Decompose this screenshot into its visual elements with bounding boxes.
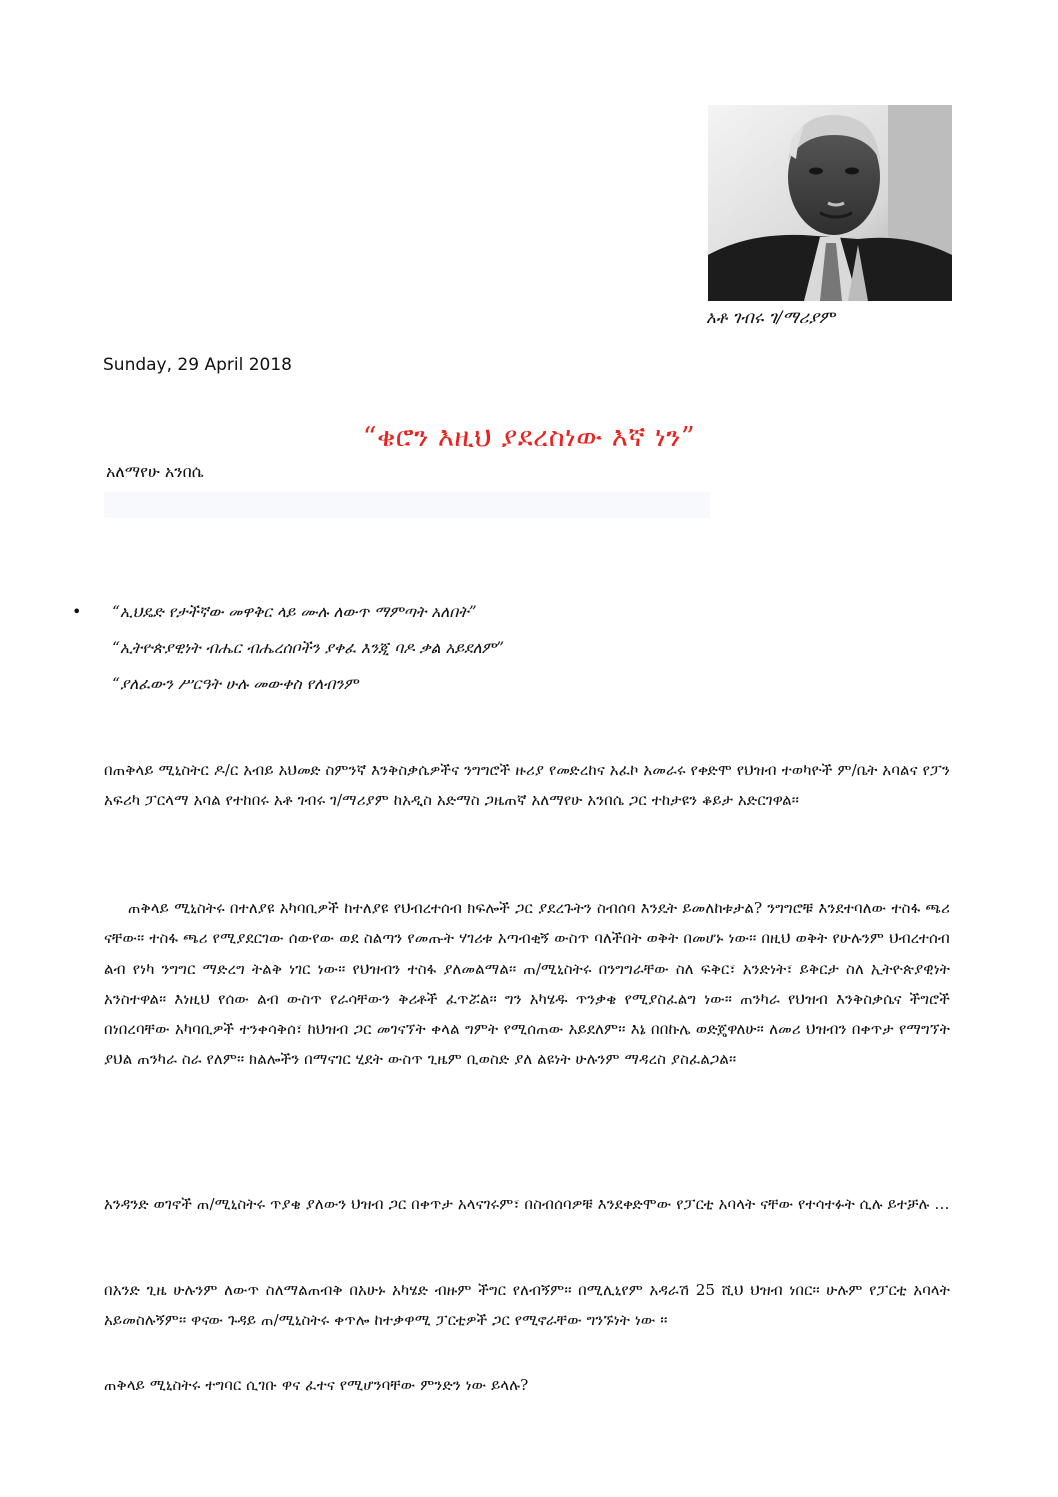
highlight-text: “ኢህዴድ የታችኛው መዋቅር ላይ ሙሉ ለውጥ ማምጣት አለበት” xyxy=(112,603,477,621)
photo-caption: አቶ ገብሩ ገ/ማሪያም xyxy=(706,308,835,328)
article-headline: “ቄሮን እዚህ ያደረስነው እኛ ነን” xyxy=(362,422,696,453)
portrait-photo-icon xyxy=(708,105,952,301)
article-paragraph: ጠቅላይ ሚኒስትሩ በተለያዩ አካባቢዎች ከተለያዩ የህብረተሰብ ክፍሎች ጋር ያደረጉትን ስብሰባ እንዴት ይመለከቱታል? ንግግሮቹ እንደተባለው ተስፋ ጫሪ ናቸው፡፡ ተስፋ ጫሪ የሚያደርገው ሰውየው ወደ ስልጣን የመጡት ሃገሪቱ አጣብቂኝ ውስጥ ባለችበት ወቅት በመሆኑ ነው፡፡ በዚህ ወቅት የሁሉንም ህብረተሰብ ልብ የነካ ንግግር ማድረግ ትልቅ ነገር ነው፡፡ የህዝብን ተስፋ ያለመልማል፡፡ ጠ/ሚኒስትሩ በንግግራቸው ስለ ፍቅር፣ አንድነት፣ ይቅርታ ስለ ኢትዮጵያዊነት አንስተዋል፡፡ እነዚህ የሰው ልብ ውስጥ የራሳቸውን ቅሪቶች ፈጥሯል፡፡ ግን አካሄዱ ጥንቃቄ የሚያስፈልግ ነው፡፡ ጠንካራ የህዝብ እንቅስቃሴና ችግሮች በነበረባቸው አካባቢዎች ተንቀሳቅሰ፣ ከህዝብ ጋር መገናኘት ቀላል ግምት የሚሰጠው አይደለም፡፡ እኔ በበኩሌ ወድጄዋለሁ፡፡ ለመሪ ህዝብን በቀጥታ የማግኘት ያህል ጠንካራ ስራ የለም፡፡ ክልሎችን በማናገር ሂደት ውስጥ ጊዜም ቢወስድ ያለ ልዩነት ሁሉንም ማዳረስ ያስፈልጋል፡፡ xyxy=(104,899,950,1069)
highlights-list xyxy=(72,594,505,702)
portrait-photo xyxy=(708,105,952,301)
highlight-item xyxy=(72,594,504,630)
highlight-text: “ያለፈውን ሥርዓት ሁሉ መውቀስ የለብንም xyxy=(112,675,359,693)
article-paragraph: በአንድ ጊዜ ሁሉንም ለውጥ ስለማልጠብቅ በአሁኑ አካሄድ ብዙም ችግር የለብኝም፡፡ በሚሊኒየም አዳራሽ 25 ሺህ ህዝብ ነበር፡፡ ሁሉም የፓርቲ አባላት አይመስሉኝም፡፡ ዋናው ጉዳይ ጠ/ሚኒስትሩ ቀጥሎ ከተቃዋሚ ፓርቲዎች ጋር የሚኖራቸው ግንኙነት ነው ፡፡ xyxy=(104,1281,950,1330)
author-divider xyxy=(104,492,710,518)
article-author: አለማየሁ አንበሴ xyxy=(106,462,204,481)
article-paragraph: በጠቅላይ ሚኒስትር ዶ/ር አብይ አህመድ ስምንኛ እንቅስቃሴዎችና ንግግሮች ዙሪያ የመድረከና አፈኮ አመራሩ የቀድሞ የህዝብ ተወካዮች ም/ቤት አባልና የፓን አፍሪካ ፓርላማ አባል የተከበሩ አቶ ገብሩ ገ/ማሪያም ከአዲስ አድማስ ጋዜጠኛ አለማየሁ አንበሴ ጋር ተከታዩን ቆይታ አድርገዋል፡፡ xyxy=(104,761,950,810)
article-date: Sunday, 29 April 2018 xyxy=(103,355,292,375)
article-paragraph: ጠቅላይ ሚኒስትሩ ተግባር ሲገቡ ዋና ፈተና የሚሆንባቸው ምንድን ነው ይላሉ? xyxy=(104,1376,529,1394)
highlight-item xyxy=(112,630,504,666)
highlight-item xyxy=(112,666,504,702)
highlight-text: “ኢትዮጵያዊነት ብሔር ብሔረሰቦችን ያቀፈ እንጂ ባዶ ቃል አይደለም” xyxy=(112,639,505,657)
bullet-icon: • xyxy=(72,602,82,621)
article-paragraph: አንዳንድ ወገኖች ጠ/ሚኒስትሩ ጥያቄ ያለውን ህዝብ ጋር በቀጥታ አላናገሩም፣ በስብሰባዎቹ እንደቀድሞው የፓርቲ አባላት ናቸው የተሳተፉት ሲሉ ይተቻሉ … xyxy=(104,1195,950,1213)
